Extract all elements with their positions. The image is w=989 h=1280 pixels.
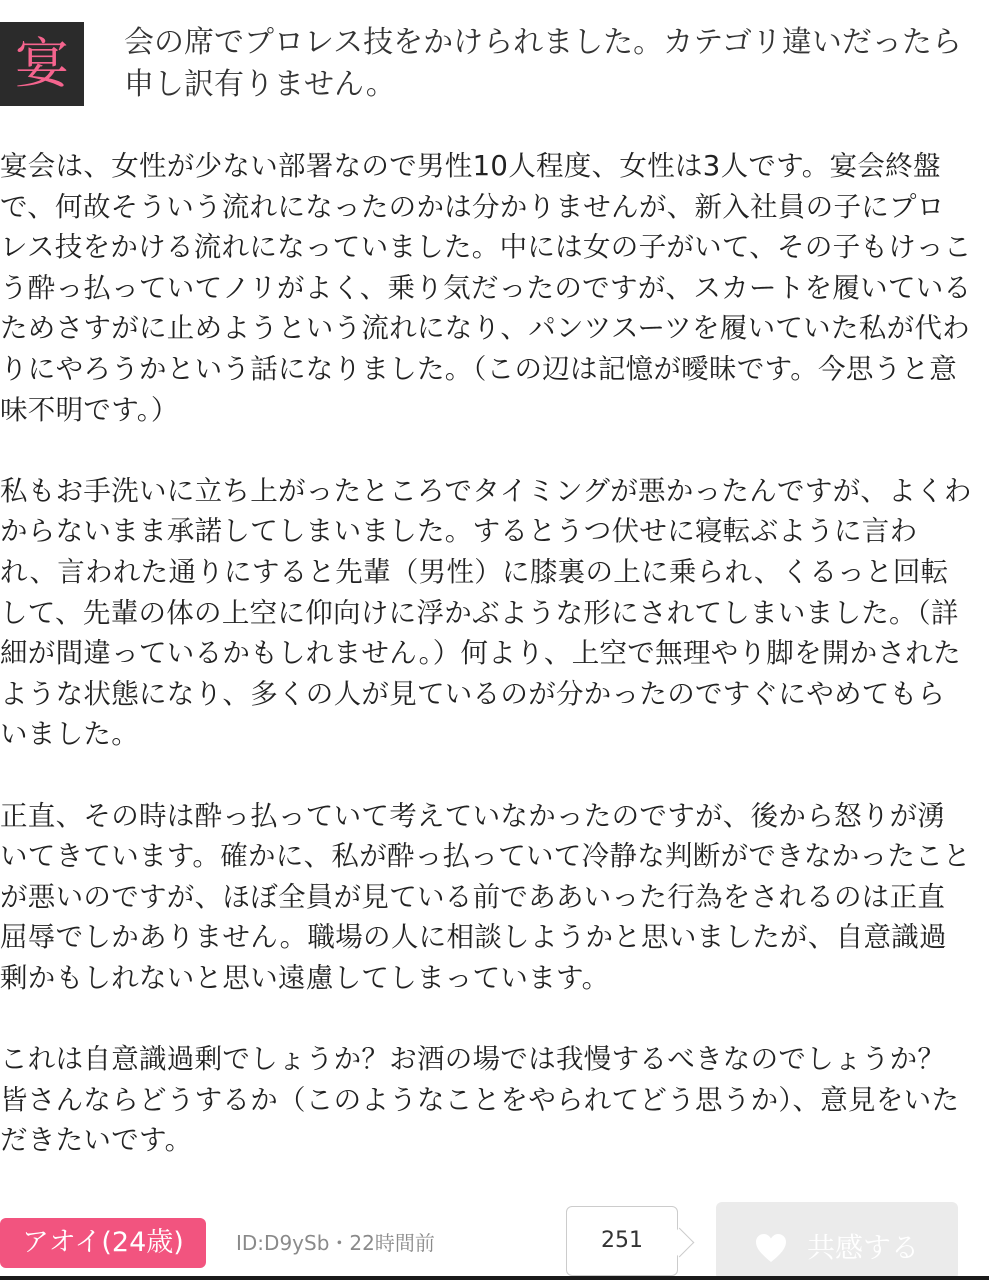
category-icon: 宴 (0, 22, 84, 106)
post-title: 会の席でプロレス技をかけられました。カテゴリ違いだったら 申し訳有りません。 (124, 25, 962, 102)
post-meta: ID:D9ySb・22時間前 (236, 1231, 435, 1255)
bottom-divider (0, 1276, 989, 1280)
author-badge[interactable]: アオイ(24歳) (0, 1218, 206, 1268)
heart-icon (755, 1233, 787, 1263)
empathy-button[interactable] (716, 1202, 958, 1280)
post-body: 宴会は、女性が少ない部署なので男性10人程度、女性は3人です。宴会終盤で、何故そういう流れになったのかは分かりませんが、新入社員の子にプロレス技をかける流れになっていました。中には女の子がいて、その子もけっこう酔っ払っていてノリがよく、乗り気だったのですが、スカートを履いているためさすがに止めようという流れになり、パンツスーツを履いていた私が代わりにやろうかという話になりました。（この辺は記憶が曖昧です。今思うと意味不明です。） 私もお手洗いに立ち上がったところでタイミングが悪かったんですが、よくわからないまま承諾してしまいました。するとうつ伏せに寝転ぶように言われ、言われた通りにすると先輩（男性）に膝裏の上に乗られ、くるっと回転して、先輩の体の上空に仰向けに浮かぶような形にされてしまいました。（詳細が間違っているかもしれません。）何より、上空で無理やり脚を開かされたような状態になり、多くの人が見ているのが分かったのですぐにやめてもらいました。 正直、その時は酔っ払っていて考えていなかったのですが、後から怒りが湧いてきています。確かに、私が酔っ払っていて冷静な判断ができなかったことが悪いのですが、ほぼ全員が見ている前でああいった行為をされるのは正直屈辱でしかありません。職場の人に相談しようかと思いましたが、自意識過剰かもしれないと思い遠慮してしまっています。 これは自意識過剰でしょうか？お酒の場では我慢するべきなのでしょうか？皆さんならどうするか（このようなことをやられてどう思うか）、意見をいただきたいです。 (0, 150, 972, 1157)
post-header (0, 22, 989, 106)
post-footer (0, 1202, 989, 1280)
empathy-label: 共感する (806, 1231, 919, 1264)
empathy-count: 251 (566, 1206, 678, 1276)
